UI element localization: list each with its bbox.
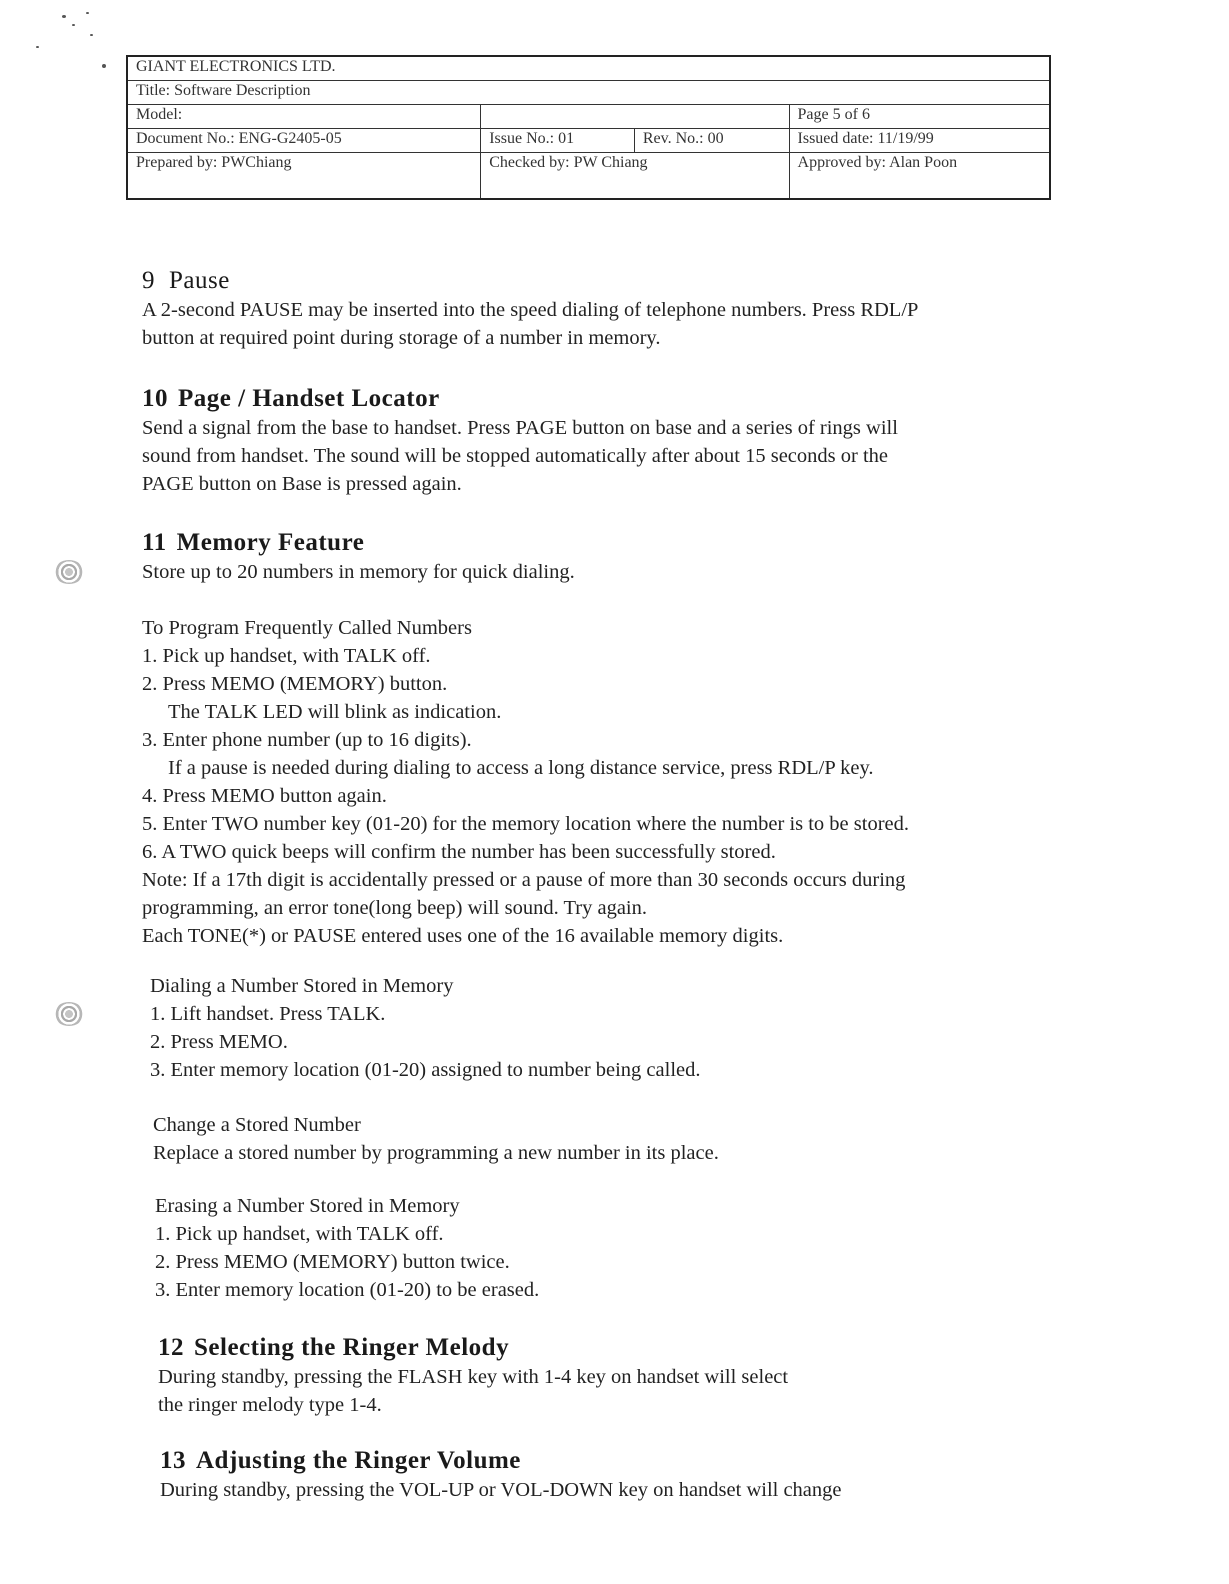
- note-line: Note: If a 17th digit is accidentally pressed or a pause of more than 30 seconds occurs during: [142, 869, 906, 891]
- company-name: GIANT ELECTRONICS LTD.: [127, 56, 1050, 81]
- subheading: Change a Stored Number: [153, 1114, 361, 1136]
- document-title: Title: Software Description: [127, 81, 1050, 105]
- issued-date: Issued date: 11/19/99: [789, 129, 1050, 153]
- document-header-table: [126, 55, 1051, 200]
- step-item: 4. Press MEMO button again.: [142, 785, 387, 807]
- step-item: 3. Enter memory location (01-20) to be erased.: [155, 1279, 540, 1301]
- body-line: Store up to 20 numbers in memory for quick dialing.: [142, 561, 575, 583]
- step-item: 1. Lift handset. Press TALK.: [150, 1003, 386, 1025]
- body-line: Replace a stored number by programming a new number in its place.: [153, 1142, 719, 1164]
- section-title: Page / Handset Locator: [178, 385, 440, 412]
- step-item: 1. Pick up handset, with TALK off.: [155, 1223, 444, 1245]
- section-heading: [160, 1446, 842, 1476]
- scan-speck: [90, 34, 93, 36]
- section-ringer-volume: [160, 1446, 842, 1504]
- body-line: Send a signal from the base to handset. Press PAGE button on base and a series of rings will: [142, 417, 898, 439]
- section-title: Selecting the Ringer Melody: [194, 1334, 510, 1361]
- scan-speck: [72, 24, 75, 26]
- note-line: programming, an error tone(long beep) will sound. Try again.: [142, 897, 648, 919]
- step-item: 6. A TWO quick beeps will confirm the number has been successfully stored.: [142, 841, 776, 863]
- step-item: 5. Enter TWO number key (01-20) for the memory location where the number is to be stored.: [142, 813, 910, 835]
- program-numbers-block: [142, 614, 909, 950]
- section-pause: [142, 266, 918, 352]
- section-body: [160, 1476, 842, 1504]
- approved-by: Approved by: Alan Poon: [789, 153, 1050, 200]
- subheading: To Program Frequently Called Numbers: [142, 617, 472, 639]
- section-number: 12: [158, 1334, 184, 1361]
- subheading: Erasing a Number Stored in Memory: [155, 1195, 460, 1217]
- section-number: 9: [142, 267, 155, 294]
- step-note: If a pause is needed during dialing to access a long distance service, press RDL/P key.: [168, 757, 874, 779]
- section-number: 11: [142, 529, 167, 556]
- section-title: Memory Feature: [176, 529, 365, 556]
- scan-speck: [86, 12, 89, 14]
- body-line: During standby, pressing the VOL-UP or VOL-DOWN key on handset will change: [160, 1479, 842, 1501]
- step-item: 3. Enter phone number (up to 16 digits).: [142, 729, 472, 751]
- document-number: Document No.: ENG-G2405-05: [127, 129, 481, 153]
- erasing-stored-number-block: [155, 1192, 539, 1304]
- body-line: the ringer melody type 1-4.: [158, 1394, 382, 1416]
- step-item: 2. Press MEMO (MEMORY) button.: [142, 673, 448, 695]
- section-body: [142, 558, 575, 586]
- model-cell: Model:: [127, 105, 481, 129]
- section-page-handset-locator: [142, 384, 898, 498]
- step-item: 2. Press MEMO.: [150, 1031, 288, 1053]
- note-line: Each TONE(*) or PAUSE entered uses one of the 16 available memory digits.: [142, 925, 784, 947]
- subheading: Dialing a Number Stored in Memory: [150, 975, 454, 997]
- body-line: button at required point during storage of a number in memory.: [142, 327, 661, 349]
- step-note: The TALK LED will blink as indication.: [168, 701, 502, 723]
- body-line: During standby, pressing the FLASH key with 1-4 key on handset will select: [158, 1366, 789, 1388]
- revision-number: Rev. No.: 00: [634, 129, 789, 153]
- section-memory-feature: [142, 528, 575, 586]
- punch-hole-mark: [54, 1002, 84, 1026]
- section-heading: [142, 384, 898, 414]
- body-line: A 2-second PAUSE may be inserted into the speed dialing of telephone numbers. Press RDL/P: [142, 299, 919, 321]
- section-number: 13: [160, 1447, 186, 1474]
- section-body: [158, 1363, 788, 1419]
- section-heading: [142, 266, 918, 296]
- step-item: 1. Pick up handset, with TALK off.: [142, 645, 431, 667]
- issue-number: Issue No.: 01: [481, 129, 635, 153]
- body-line: sound from handset. The sound will be stopped automatically after about 15 seconds or the: [142, 445, 888, 467]
- page-number: Page 5 of 6: [789, 105, 1050, 129]
- section-heading: [142, 528, 575, 558]
- scan-speck: [102, 64, 106, 68]
- scan-speck: [36, 46, 39, 48]
- section-ringer-melody: [158, 1333, 788, 1419]
- step-item: 2. Press MEMO (MEMORY) button twice.: [155, 1251, 510, 1273]
- model-value-cell: [481, 105, 789, 129]
- checked-by: Checked by: PW Chiang: [481, 153, 789, 200]
- punch-hole-mark: [54, 560, 84, 584]
- scan-speck: [62, 15, 66, 18]
- prepared-by: Prepared by: PWChiang: [127, 153, 481, 200]
- section-heading: [158, 1333, 788, 1363]
- section-body: [142, 296, 918, 352]
- section-body: [142, 414, 898, 498]
- change-stored-number-block: [153, 1111, 719, 1167]
- section-title: Adjusting the Ringer Volume: [196, 1447, 521, 1474]
- section-title: Pause: [169, 267, 230, 294]
- step-item: 3. Enter memory location (01-20) assigned to number being called.: [150, 1059, 701, 1081]
- body-line: PAGE button on Base is pressed again.: [142, 473, 462, 495]
- dialing-stored-number-block: [150, 972, 701, 1084]
- section-number: 10: [142, 385, 168, 412]
